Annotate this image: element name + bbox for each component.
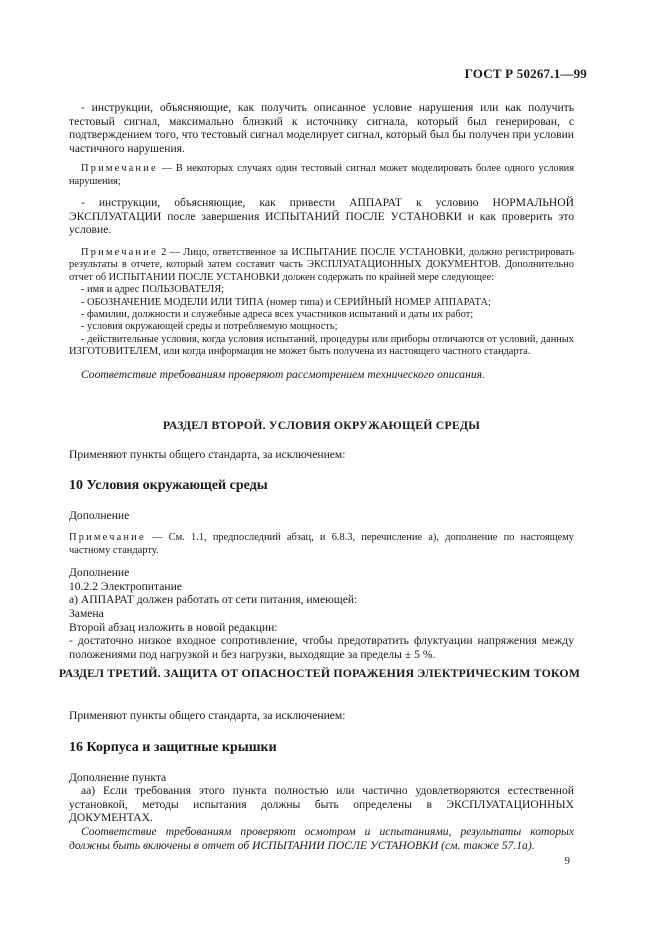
- replacement-label: Замена: [69, 607, 104, 620]
- compliance-statement: Соответствие требованиям проверяют осмотром и испытаниями, результаты которых должны быть включены в отчет об ИСПЫТАНИИ ПОСЛЕ УСТАНОВКИ (см. также 57.1а).: [69, 824, 574, 852]
- section-three-block: [44, 666, 595, 681]
- note-2: [69, 247, 574, 284]
- note-text: 2 — Лицо, ответственное за ИСПЫТАНИЕ ПОСЛЕ УСТАНОВКИ, должно регистрировать результаты в отчете, который затем составит часть ЭКСПЛУАТАЦИОННЫХ ДОКУМЕНТОВ. Дополнительно отчет об ИСПЫТАНИИ ПОСЛЕ УСТАНОВКИ должен содержать по крайней мере следующее:: [69, 246, 574, 283]
- section-two-title: РАЗДЕЛ ВТОРОЙ. УСЛОВИЯ ОКРУЖАЮЩЕЙ СРЕДЫ: [162, 418, 481, 433]
- subclause-10-2-2: 10.2.2 Электропитание: [69, 579, 182, 593]
- low-impedance-paragraph: - достаточно низкое входное сопротивление, чтобы предотвратить флуктуации напряжения между положениями под нагрузкой и без нагрузки, выходящие за пределы ± 5 %.: [69, 634, 574, 661]
- list-item: - условия окружающей среды и потребляемую мощность;: [81, 321, 338, 333]
- paragraph-instructions-normal: - инструкции, объясняющие, как привести АППАРАТ к условию НОРМАЛЬНОЙ ЭКСПЛУАТАЦИИ после завершения ИСПЫТАНИЙ ПОСЛЕ УСТАНОВКИ и как проверить это условие.: [69, 196, 574, 237]
- clause-16-heading: 16 Корпуса и защитные крышки: [69, 739, 277, 755]
- addition-label: Дополнение: [69, 508, 130, 522]
- note-text: — В некоторых случаях один тестовый сигнал может моделировать более одного условия нарушения;: [69, 163, 574, 187]
- apply-paragraph: Применяют пункты общего стандарта, за исключением:: [69, 448, 346, 462]
- section-three-title: РАЗДЕЛ ТРЕТИЙ. ЗАЩИТА ОТ ОПАСНОСТЕЙ ПОРАЖЕНИЯ ЭЛЕКТРИЧЕСКИМ ТОКОМ: [58, 666, 581, 680]
- addition-label: Дополнение: [69, 566, 130, 580]
- list-item: - действительные условия, когда условия испытаний, процедуры или приборы отличаются от условий, данных ИЗГОТОВИТЕЛЕМ, или когда информация не может быть получена из настоящего частного стандарта.: [69, 333, 574, 358]
- item-a: а) АППАРАТ должен работать от сети питания, имеющей:: [69, 593, 358, 607]
- list-item: - ОБОЗНАЧЕНИЕ МОДЕЛИ ИЛИ ТИПА (номер типа) и СЕРИЙНЫЙ НОМЕР АППАРАТА;: [81, 296, 491, 308]
- clause-10-heading: 10 Условия окружающей среды: [69, 477, 268, 493]
- addition-label: Дополнение пункта: [69, 770, 167, 784]
- note-1: [69, 163, 574, 188]
- note-label: Примечание: [81, 163, 158, 175]
- list-item: - фамилии, должности и служебные адреса всех участников испытаний и даты их работ;: [81, 309, 474, 320]
- note-label: Примечание: [69, 532, 146, 544]
- list-item: - имя и адрес ПОЛЬЗОВАТЕЛЯ;: [81, 284, 225, 296]
- paragraph-instructions-fault: - инструкции, объясняющие, как получить описанное условие нарушения или как получить тестовый сигнал, максимально близкий к источнику сигнала, который был генерирован, с подтверждением того, что тестовый сигнал моделирует сигнал, который был бы получен при условии частичного нарушения.: [69, 101, 574, 155]
- note-text: — См. 1.1, предпоследний абзац, и 6.8.3, перечисление а), дополнение по настоящему частному стандарту.: [69, 532, 574, 556]
- page-content: [69, 101, 574, 661]
- note-label: Примечание: [81, 246, 158, 258]
- page-number: 9: [564, 855, 570, 867]
- second-paragraph-note: Второй абзац изложить в новой редакции:: [69, 620, 278, 634]
- apply-paragraph: Применяют пункты общего стандарта, за исключением:: [69, 709, 346, 722]
- note-3: [69, 532, 574, 557]
- standard-header: ГОСТ Р 50267.1—99: [464, 66, 587, 81]
- page-content-lower: [69, 709, 574, 852]
- compliance-statement: Соответствие требованиям проверяют рассмотрением технического описания.: [81, 367, 485, 381]
- item-aa: аа) Если требования этого пункта полностью или частично удовлетворяются естественной установкой, методы испытания должны быть определены в ЭКСПЛУАТАЦИОННЫХ ДОКУМЕНТАХ.: [69, 784, 574, 825]
